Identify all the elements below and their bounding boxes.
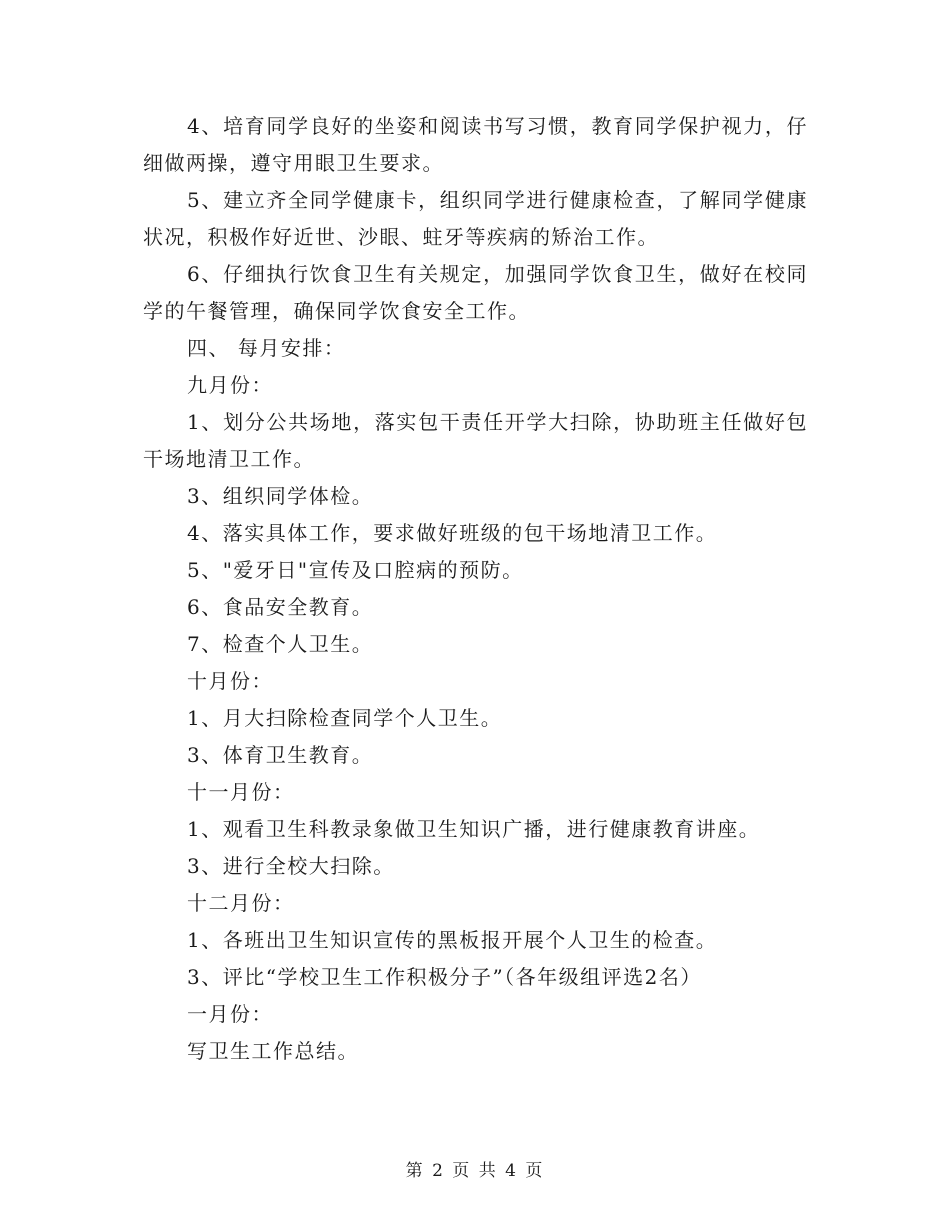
section-heading-monthly: 四、 每月安排： xyxy=(187,336,346,360)
page-number-footer: 第 2 页 共 4 页 xyxy=(405,1161,545,1181)
list-item: 1、观看卫生科教录象做卫生知识广播，进行健康教育讲座。 xyxy=(187,817,761,841)
paragraph-item-4: 4、培育同学良好的坐姿和阅读书写习惯，教育同学保护视力，仔细做两操，遵守用眼卫生要求。 xyxy=(143,114,808,175)
list-item: 3、体育卫生教育。 xyxy=(187,743,374,767)
month-heading-january: 一月份： xyxy=(187,1002,273,1026)
list-item: 7、检查个人卫生。 xyxy=(187,632,374,656)
paragraph-item-5: 5、建立齐全同学健康卡，组织同学进行健康检查，了解同学健康状况，积极作好近世、沙眼、蛀牙等疾病的矫治工作。 xyxy=(143,188,808,249)
month-heading-december: 十二月份： xyxy=(187,891,295,915)
list-item: 4、落实具体工作，要求做好班级的包干场地清卫工作。 xyxy=(187,521,718,545)
list-item: 3、组织同学体检。 xyxy=(187,484,374,508)
list-item: 3、评比“学校卫生工作积极分子”（各年级组评选2名） xyxy=(187,965,702,989)
month-heading-september: 九月份： xyxy=(187,373,273,397)
list-item: 3、进行全校大扫除。 xyxy=(187,854,395,878)
paragraph-item-6: 6、仔细执行饮食卫生有关规定，加强同学饮食卫生，做好在校同学的午餐管理，确保同学饮食安全工作。 xyxy=(143,262,808,323)
list-item: 写卫生工作总结。 xyxy=(187,1039,359,1063)
list-item: 6、食品安全教育。 xyxy=(187,595,374,619)
list-item: 5、"爱牙日"宣传及口腔病的预防。 xyxy=(187,558,524,582)
month-heading-october: 十月份： xyxy=(187,669,273,693)
list-item: 1、月大扫除检查同学个人卫生。 xyxy=(187,706,503,730)
document-body xyxy=(143,108,808,1070)
month-heading-november: 十一月份： xyxy=(187,780,295,804)
list-item: 1、各班出卫生知识宣传的黑板报开展个人卫生的检查。 xyxy=(187,928,718,952)
list-item: 1、划分公共场地，落实包干责任开学大扫除，协助班主任做好包干场地清卫工作。 xyxy=(143,410,808,471)
